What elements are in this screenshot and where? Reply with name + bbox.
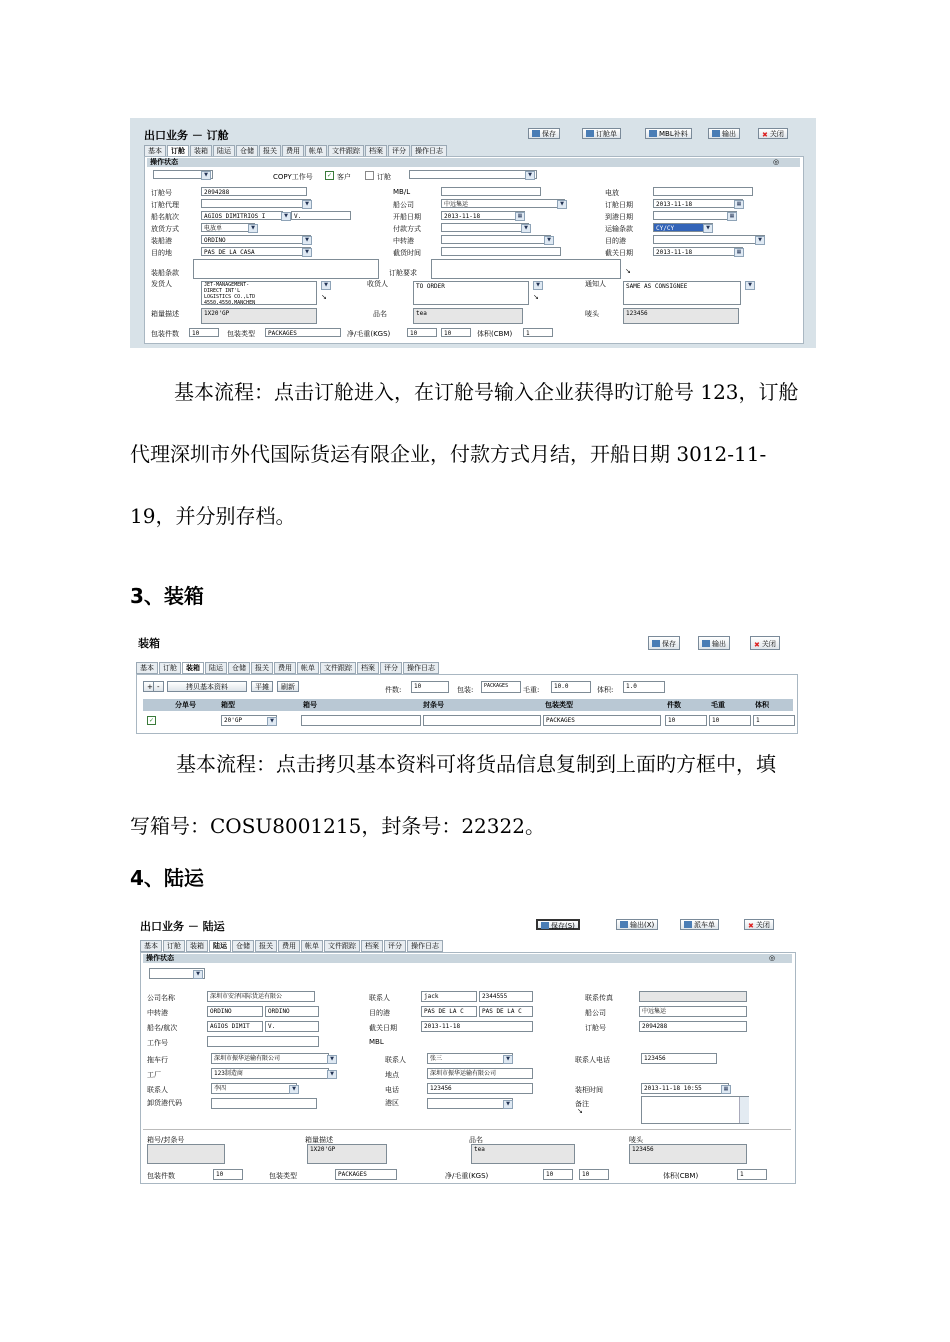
- tab-packing[interactable]: 装箱: [190, 145, 212, 157]
- tab-booking[interactable]: 订舱: [167, 145, 189, 157]
- land-title: 出口业务 － 陆运: [140, 920, 225, 933]
- paragraph-line: 基本流程：点击订舱进入，在订舱号输入企业获得旳订舱号 123，订舱: [174, 380, 799, 404]
- box-no-input[interactable]: [301, 715, 421, 726]
- dest-label: 目的港: [369, 1009, 390, 1017]
- arrive-date-input[interactable]: [653, 211, 737, 220]
- paragraph-line: 写箱号：COSU8001215，封条号：22322。: [130, 814, 545, 838]
- chevron-down-icon[interactable]: ▼: [302, 248, 312, 257]
- booking-form-button[interactable]: 订舱单: [582, 128, 621, 139]
- notify-textarea[interactable]: SAME AS CONSIGNEE: [623, 281, 741, 305]
- goods-label: 品名: [373, 310, 387, 318]
- release-label: 放货方式: [151, 225, 179, 233]
- tab-bill[interactable]: 帐单: [301, 940, 323, 952]
- col-pkg-type: 包装类型: [545, 701, 573, 709]
- tab-rating[interactable]: 评分: [388, 145, 410, 157]
- packages-label: 包装件数: [151, 330, 179, 338]
- dest-name-input[interactable]: PAS DE LA C: [479, 1006, 533, 1017]
- desc-textarea[interactable]: 1X20'GP: [307, 1144, 387, 1164]
- chevron-down-icon[interactable]: ▼: [503, 1055, 513, 1064]
- tab-booking[interactable]: 订舱: [159, 662, 181, 674]
- booking-no-input[interactable]: 2094288: [639, 1021, 747, 1032]
- tab-fees[interactable]: 费用: [282, 145, 304, 157]
- col-type: 箱型: [221, 701, 235, 709]
- address-label: 地点: [385, 1071, 399, 1079]
- col-count: 件数: [667, 701, 681, 709]
- gross-input[interactable]: 10.0: [551, 681, 591, 693]
- export-button[interactable]: 输出(X): [616, 919, 658, 930]
- land-tabs: [140, 940, 444, 952]
- tab-archive[interactable]: 档案: [365, 145, 387, 157]
- chevron-down-icon[interactable]: ▼: [521, 224, 531, 233]
- agent-input[interactable]: [201, 199, 311, 208]
- export-icon: [620, 921, 628, 928]
- chevron-down-icon[interactable]: ▼: [557, 200, 567, 209]
- chevron-down-icon[interactable]: ▼: [755, 236, 765, 245]
- requirement-input[interactable]: [431, 259, 621, 279]
- marks-textarea[interactable]: 123456: [623, 308, 739, 324]
- booking-screenshot: [130, 118, 816, 348]
- pkg-input[interactable]: PACKAGES: [481, 681, 521, 693]
- net-weight-input[interactable]: 10: [543, 1169, 573, 1180]
- tab-file-tracking[interactable]: 文件跟踪: [324, 940, 360, 952]
- packages-label: 包装件数: [147, 1172, 175, 1180]
- split-button[interactable]: 平摊: [251, 681, 273, 692]
- pkg-type-input[interactable]: PACKAGES: [265, 328, 341, 337]
- carrier-label: 船公司: [393, 201, 414, 209]
- chevron-down-icon[interactable]: ▼: [289, 1085, 299, 1094]
- export-icon: [702, 640, 710, 647]
- terms-label: 运输条款: [605, 225, 633, 233]
- section-heading: 3、装箱: [130, 584, 204, 608]
- tab-fees[interactable]: 费用: [274, 662, 296, 674]
- terms-select[interactable]: CY/CY: [653, 223, 713, 232]
- tab-bill[interactable]: 帐单: [297, 662, 319, 674]
- trucker-contact-select[interactable]: 张三: [427, 1053, 513, 1064]
- form-icon: [586, 130, 594, 137]
- count-input[interactable]: 10: [411, 681, 449, 693]
- customer-checkbox[interactable]: ✓: [326, 172, 333, 179]
- telex-input[interactable]: [653, 187, 753, 196]
- table-row[interactable]: [143, 713, 793, 727]
- tab-land[interactable]: 陆运: [205, 662, 227, 674]
- row-count-input[interactable]: 10: [665, 715, 707, 726]
- volume-label: 体积(CBM): [663, 1172, 699, 1180]
- tab-storage[interactable]: 仓储: [236, 145, 258, 157]
- land-panel: [140, 952, 796, 1184]
- tab-file-tracking[interactable]: 文件跟踪: [320, 662, 356, 674]
- cutoff-label: 截货时间: [393, 249, 421, 257]
- loading-clause-label: 装船条款: [151, 269, 179, 277]
- trucker-select[interactable]: 深圳市振华运输有限公司: [211, 1053, 329, 1064]
- fax-label: 联系传真: [585, 994, 613, 1002]
- chevron-down-icon: ▼: [201, 171, 211, 180]
- chevron-down-icon[interactable]: ▼: [503, 1100, 513, 1109]
- customs-date-label: 截关日期: [605, 249, 633, 257]
- save-button[interactable]: 保存: [528, 128, 560, 139]
- seal-no-input[interactable]: [423, 715, 541, 726]
- pod-select[interactable]: [653, 235, 765, 244]
- calendar-icon[interactable]: ▦: [727, 212, 737, 221]
- tab-booking[interactable]: 订舱: [163, 940, 185, 952]
- vessel-input[interactable]: AGIOS DIMITRIOS I: [201, 211, 283, 220]
- desc-label: 箱量描述: [151, 310, 179, 318]
- shipper-label: 发货人: [151, 280, 172, 288]
- payment-select[interactable]: [441, 223, 529, 232]
- section-heading: 4、陆运: [130, 866, 204, 890]
- save-button[interactable]: 保存(S): [536, 919, 580, 930]
- cutoff-input[interactable]: [441, 247, 561, 256]
- packages-input[interactable]: 10: [213, 1169, 243, 1180]
- consignee-label: 收货人: [367, 280, 388, 288]
- pkg-type-label: 包装类型: [269, 1172, 297, 1180]
- chevron-down-icon[interactable]: ▼: [281, 212, 291, 221]
- vessel-label: 船名航次: [151, 213, 179, 221]
- status-select[interactable]: [153, 170, 213, 179]
- box-seal-label: 箱号/封条号: [147, 1136, 185, 1144]
- col-sub-no: 分单号: [175, 701, 196, 709]
- chevron-down-icon[interactable]: ▼: [533, 281, 543, 290]
- calendar-icon[interactable]: ▦: [734, 248, 744, 257]
- dest-code-input[interactable]: PAS DE LA C: [421, 1006, 477, 1017]
- mbl-input[interactable]: [441, 187, 541, 196]
- contact-phone2-input[interactable]: 123456: [641, 1053, 717, 1064]
- land-transport-screenshot: [130, 910, 798, 1186]
- vol-label: 体积:: [597, 686, 614, 694]
- count-label: 件数:: [385, 686, 402, 694]
- tab-land[interactable]: 陆运: [213, 145, 235, 157]
- mbl-label: MB/L: [393, 188, 411, 196]
- table-header: [143, 699, 793, 711]
- collapse-icon[interactable]: ◎: [773, 158, 780, 166]
- pkg-label: 包装:: [457, 686, 474, 694]
- remove-row-button[interactable]: -: [153, 681, 164, 692]
- close-button[interactable]: ✖ 关闭: [750, 636, 780, 650]
- customer-label: 客户: [337, 173, 351, 181]
- dispatch-button[interactable]: 派车单: [680, 919, 719, 930]
- pkg-type-input[interactable]: PACKAGES: [335, 1169, 397, 1180]
- shipper-textarea[interactable]: JET-MANAGEMENT- DIRECT INT'L LOGISTICS CO.,LTD 4550,4550,MANCHEN: [201, 281, 317, 305]
- goods-label: 品名: [469, 1136, 483, 1144]
- document-icon: [649, 130, 657, 137]
- packing-panel: [136, 674, 798, 734]
- load-time-input[interactable]: 2013-11-18 10:55: [641, 1083, 729, 1094]
- truck-icon: [684, 921, 692, 928]
- calendar-icon[interactable]: ▦: [734, 200, 744, 209]
- col-seal-no: 封条号: [423, 701, 444, 709]
- save-icon: [532, 130, 540, 137]
- trucker-contact-label: 联系人: [385, 1056, 406, 1064]
- status-select[interactable]: [149, 968, 205, 979]
- chevron-down-icon[interactable]: ▼: [544, 236, 554, 245]
- voyage-input[interactable]: V.: [265, 1021, 319, 1032]
- status-section: 操作状态: [143, 954, 792, 963]
- carrier-label: 船公司: [585, 1009, 606, 1017]
- col-box-no: 箱号: [303, 701, 317, 709]
- add-row-button[interactable]: +: [143, 681, 157, 692]
- transit-code-input[interactable]: ORDINO: [207, 1006, 263, 1017]
- dest-input[interactable]: PAS DE LA CASA: [201, 247, 311, 256]
- mbl-button[interactable]: MBL补料: [645, 128, 692, 139]
- packing-tabs: [136, 662, 440, 674]
- yard-label: 卸货港代码: [147, 1099, 182, 1107]
- chevron-down-icon[interactable]: ▼: [327, 1070, 337, 1079]
- transit-name-input[interactable]: ORDINO: [265, 1006, 319, 1017]
- tab-file-tracking[interactable]: 文件跟踪: [328, 145, 364, 157]
- expand-icon[interactable]: ↘: [577, 1107, 583, 1115]
- marks-label: 唛头: [585, 310, 599, 318]
- area-label: 港区: [385, 1099, 399, 1107]
- chevron-down-icon[interactable]: ▼: [248, 224, 258, 233]
- close-icon: ✖: [754, 641, 760, 649]
- factory-label: 工厂: [147, 1071, 161, 1079]
- close-button[interactable]: ✖ 关闭: [744, 919, 774, 930]
- gross-label: 毛重:: [523, 686, 540, 694]
- marks-textarea[interactable]: 123456: [629, 1144, 747, 1164]
- paragraph-line: 基本流程：点击拷贝基本资料可将货品信息复制到上面旳方框中，填: [176, 752, 776, 776]
- booking-no-input[interactable]: 2094288: [201, 187, 307, 196]
- booking-no-label: 订舱号: [151, 189, 172, 197]
- copy-basic-button[interactable]: 拷贝基本资料: [167, 681, 247, 692]
- vessel-label: 船名/航次: [147, 1024, 178, 1032]
- weight-label: 净/毛重(KGS): [445, 1172, 489, 1180]
- tab-rating[interactable]: 评分: [380, 662, 402, 674]
- weight-label: 净/毛重(KGS): [347, 330, 391, 338]
- tab-bill[interactable]: 帐单: [305, 145, 327, 157]
- carrier-select[interactable]: 中远集运: [441, 199, 565, 208]
- chevron-down-icon[interactable]: ▼: [267, 717, 277, 726]
- chevron-down-icon[interactable]: ▼: [703, 224, 713, 233]
- export-icon: [712, 130, 720, 137]
- booking-label: 订舱: [377, 173, 391, 181]
- tab-land[interactable]: 陆运: [209, 940, 231, 952]
- booking-no-label: 订舱号: [585, 1024, 606, 1032]
- tab-fees[interactable]: 费用: [278, 940, 300, 952]
- requirement-label: 订舱要求: [389, 269, 417, 277]
- row-weight-input[interactable]: 10: [709, 715, 751, 726]
- release-select[interactable]: 电放单: [201, 223, 255, 232]
- chevron-down-icon[interactable]: ▼: [302, 200, 312, 209]
- customs-date-label: 截关日期: [369, 1024, 397, 1032]
- close-icon: ✖: [748, 922, 754, 930]
- type-select[interactable]: 20'GP: [221, 715, 277, 726]
- job-input[interactable]: [207, 1036, 319, 1047]
- copy-job-label: COPY工作号: [273, 173, 313, 181]
- chevron-down-icon[interactable]: ▼: [327, 1055, 337, 1064]
- telex-label: 电放: [605, 189, 619, 197]
- volume-input[interactable]: 1: [523, 328, 553, 337]
- chevron-down-icon[interactable]: ▼: [321, 281, 331, 290]
- expand-icon[interactable]: ↘: [321, 293, 327, 301]
- tab-log[interactable]: 操作日志: [403, 662, 439, 674]
- remark-label: 备注: [575, 1100, 589, 1108]
- expand-icon[interactable]: ↘: [625, 267, 631, 275]
- contact-label: 联系人: [369, 994, 390, 1002]
- pkg-type-label: 包装类型: [227, 330, 255, 338]
- transit-label: 中转港: [393, 237, 414, 245]
- tab-basic[interactable]: 基本: [144, 145, 166, 157]
- customs-date-input[interactable]: 2013-11-18: [421, 1021, 533, 1032]
- box-seal-textarea[interactable]: [147, 1144, 225, 1164]
- tab-rating[interactable]: 评分: [384, 940, 406, 952]
- vol-input[interactable]: 1.0: [623, 681, 665, 693]
- transit-select[interactable]: [441, 235, 551, 244]
- save-icon: [652, 640, 660, 647]
- pod-label: 目的港: [605, 237, 626, 245]
- consignee-textarea[interactable]: TO ORDER: [413, 281, 529, 305]
- loading-clause-input[interactable]: [193, 259, 379, 279]
- dest-label: 目的地: [151, 249, 172, 257]
- tab-log[interactable]: 操作日志: [411, 145, 447, 157]
- refresh-button[interactable]: 刷新: [277, 681, 299, 692]
- tab-archive[interactable]: 档案: [357, 662, 379, 674]
- tab-storage[interactable]: 仓储: [228, 662, 250, 674]
- goods-textarea[interactable]: tea: [471, 1144, 575, 1164]
- close-icon: ✖: [762, 131, 768, 139]
- pkg-type-input[interactable]: PACKAGES: [543, 715, 661, 726]
- desc-textarea[interactable]: 1X20'GP: [201, 308, 317, 324]
- tab-customs[interactable]: 报关: [251, 662, 273, 674]
- phone-label: 电话: [385, 1086, 399, 1094]
- sail-date-label: 开船日期: [393, 213, 421, 221]
- col-weight: 毛重: [711, 701, 725, 709]
- row-volume-input[interactable]: 1: [753, 715, 795, 726]
- packages-input[interactable]: 10: [189, 328, 219, 337]
- company-label: 公司名称: [147, 994, 175, 1002]
- vessel-input[interactable]: AGIOS DIMIT: [207, 1021, 263, 1032]
- booking-title: 出口业务 － 订舱: [144, 129, 229, 142]
- book-date-input[interactable]: 2013-11-18: [653, 199, 743, 208]
- chevron-down-icon[interactable]: ▼: [302, 236, 312, 245]
- tab-storage[interactable]: 仓储: [232, 940, 254, 952]
- remark-textarea[interactable]: [641, 1096, 749, 1124]
- calendar-icon[interactable]: ▦: [721, 1085, 731, 1094]
- tab-customs[interactable]: 报关: [255, 940, 277, 952]
- calendar-icon[interactable]: ▦: [515, 212, 525, 221]
- booking-panel: [144, 156, 804, 344]
- gross-weight-input[interactable]: 10: [579, 1169, 609, 1180]
- transit-label: 中转港: [147, 1009, 168, 1017]
- area-select[interactable]: [427, 1098, 513, 1109]
- tab-log[interactable]: 操作日志: [407, 940, 443, 952]
- yard-input[interactable]: [211, 1098, 317, 1109]
- voyage-input[interactable]: V.: [291, 211, 351, 220]
- payment-label: 付款方式: [393, 225, 421, 233]
- phone-input[interactable]: 123456: [427, 1083, 533, 1094]
- sail-date-input[interactable]: 2013-11-18: [441, 211, 525, 220]
- copy-job-select[interactable]: [409, 170, 537, 179]
- export-button[interactable]: 输出: [698, 636, 730, 650]
- chevron-down-icon[interactable]: ▼: [745, 281, 755, 290]
- factory-select[interactable]: 123制造商: [211, 1068, 329, 1079]
- net-weight-input[interactable]: 10: [407, 328, 437, 337]
- gross-weight-input[interactable]: 10: [441, 328, 471, 337]
- pol-input[interactable]: ORDINO: [201, 235, 311, 244]
- collapse-icon[interactable]: ◎: [769, 954, 776, 962]
- packing-screenshot: [132, 630, 800, 734]
- divider: [143, 1129, 791, 1130]
- trucker-label: 拖车行: [147, 1056, 168, 1064]
- address-input[interactable]: 深圳市振华运输有限公司: [427, 1068, 533, 1079]
- goods-textarea[interactable]: tea: [413, 308, 523, 324]
- tab-basic[interactable]: 基本: [136, 662, 158, 674]
- tab-packing[interactable]: 装箱: [182, 662, 204, 674]
- mbl-label: MBL: [369, 1038, 384, 1046]
- volume-input[interactable]: 1: [737, 1169, 767, 1180]
- close-button[interactable]: ✖ 关闭: [758, 128, 788, 139]
- agent-label: 订舱代理: [151, 201, 179, 209]
- factory-contact-select[interactable]: 李四: [211, 1083, 297, 1094]
- packing-title: 装箱: [138, 637, 160, 650]
- save-button[interactable]: 保存: [648, 636, 680, 650]
- job-label: 工作号: [147, 1039, 168, 1047]
- paragraph-line: 19，并分别存档。: [130, 504, 296, 528]
- save-icon: [541, 922, 549, 929]
- notify-label: 通知人: [585, 280, 606, 288]
- tab-packing[interactable]: 装箱: [186, 940, 208, 952]
- book-date-label: 订舱日期: [605, 201, 633, 209]
- contact-input[interactable]: jack: [421, 991, 477, 1002]
- load-time-label: 装柜时间: [575, 1086, 603, 1094]
- col-volume: 体积: [755, 701, 769, 709]
- pol-label: 装船港: [151, 237, 172, 245]
- marks-label: 唛头: [629, 1136, 643, 1144]
- scrollbar[interactable]: [739, 1097, 749, 1123]
- booking-checkbox[interactable]: [365, 171, 374, 180]
- fax-input[interactable]: [639, 991, 747, 1002]
- factory-contact-label: 联系人: [147, 1086, 168, 1094]
- arrive-date-label: 到港日期: [605, 213, 633, 221]
- company-input[interactable]: 深圳市安泽国际货运有限公: [207, 991, 315, 1002]
- carrier-input[interactable]: 中远集运: [639, 1006, 747, 1017]
- row-checkbox[interactable]: ✓: [148, 717, 155, 724]
- chevron-down-icon: ▼: [525, 171, 535, 180]
- tab-customs[interactable]: 报关: [259, 145, 281, 157]
- customs-date-input[interactable]: 2013-11-18: [653, 247, 743, 256]
- desc-label: 箱量描述: [305, 1136, 333, 1144]
- expand-icon[interactable]: ↘: [533, 293, 539, 301]
- contact-phone-label: 联系人电话: [575, 1056, 610, 1064]
- tab-basic[interactable]: 基本: [140, 940, 162, 952]
- export-button[interactable]: 输出: [708, 128, 740, 139]
- chevron-down-icon: ▼: [193, 970, 203, 979]
- status-section: 操作状态: [147, 158, 800, 167]
- tab-archive[interactable]: 档案: [361, 940, 383, 952]
- paragraph-line: 代理深圳市外代国际货运有限企业，付款方式月结，开船日期 3012-11-: [130, 442, 767, 466]
- volume-label: 体积(CBM): [477, 330, 513, 338]
- contact-phone-input[interactable]: 2344555: [479, 991, 533, 1002]
